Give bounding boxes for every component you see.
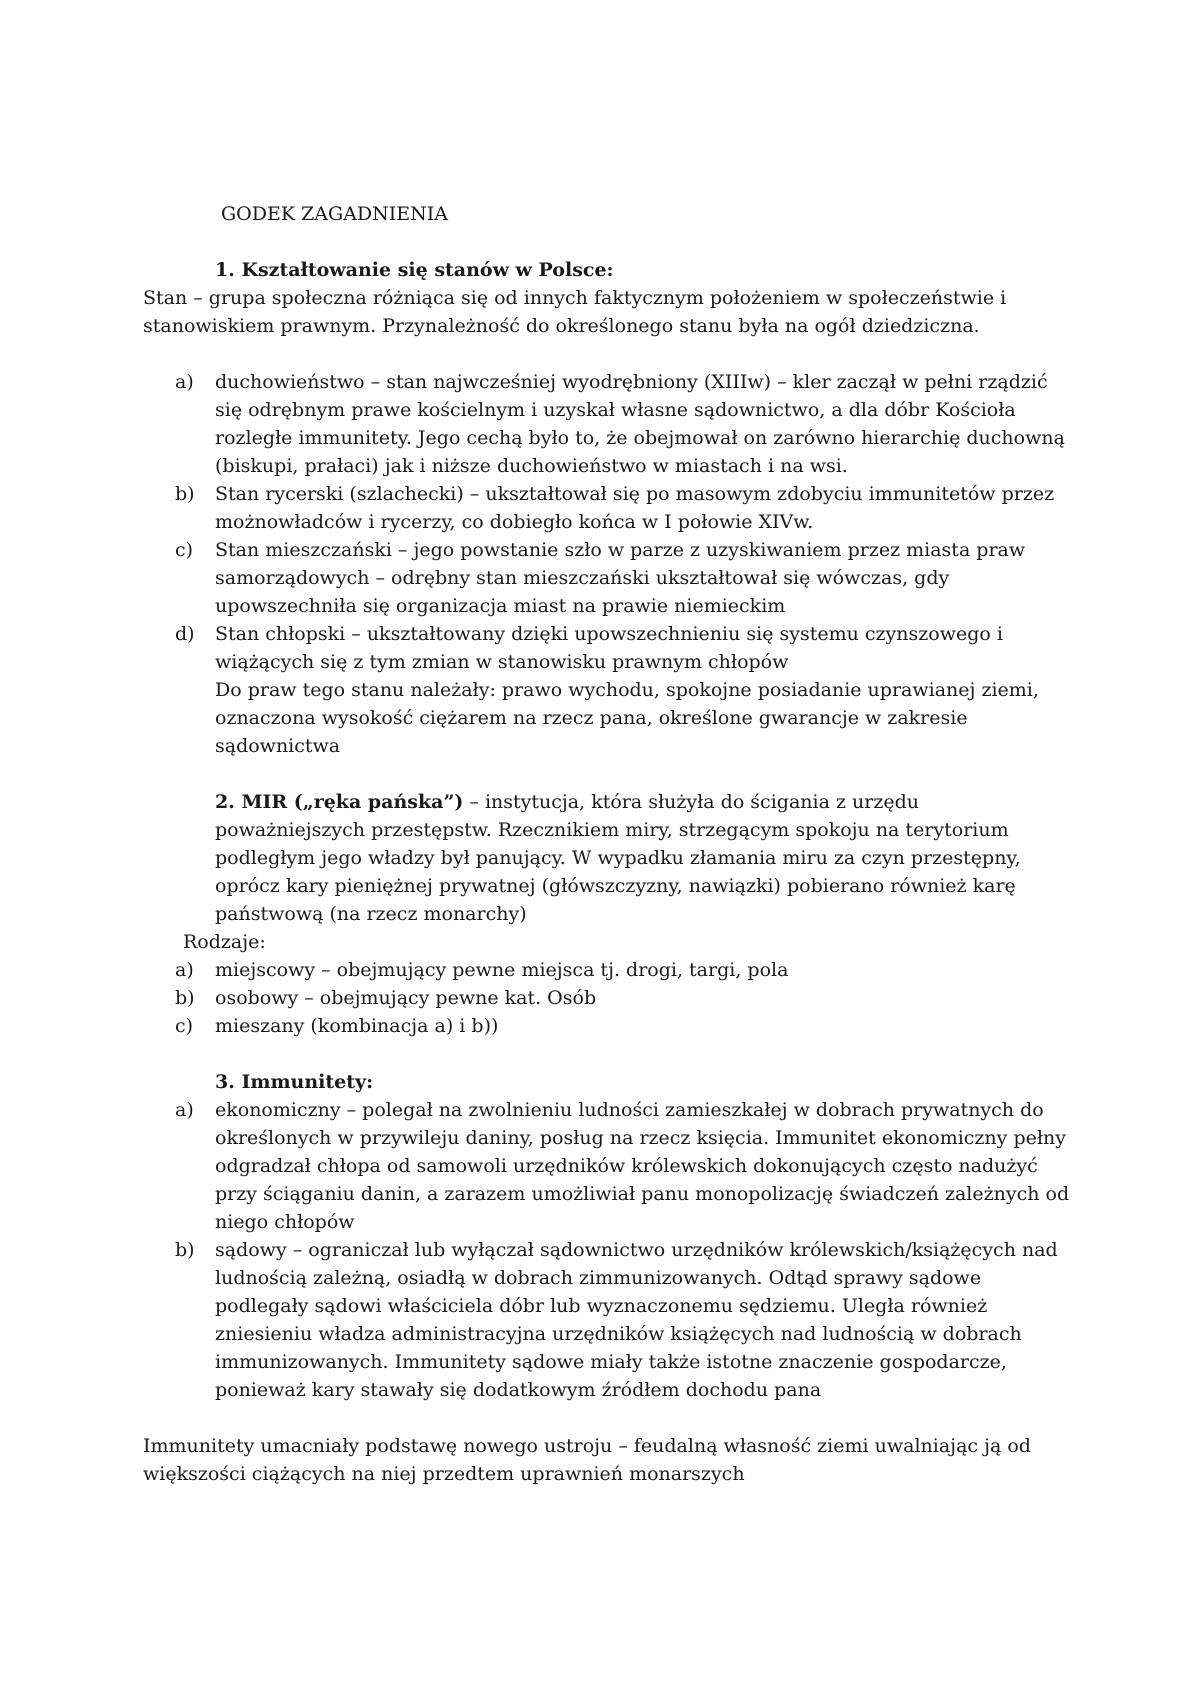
list-item xyxy=(175,620,1073,760)
list-marker: b) xyxy=(175,1239,195,1261)
list-item-text: mieszany (kombinacja a) i b)) xyxy=(215,1015,499,1037)
list-marker: a) xyxy=(175,1099,194,1121)
list-item-text: Stan mieszczański – jego powstanie szło w parze z uzyskiwaniem przez miasta praw samorządowych – odrębny stan mieszczański ukształtował się wówczas, gdy upowszechniła się organizacja miast na prawie niemieckim xyxy=(215,539,1026,617)
section-3-list xyxy=(143,1096,1073,1404)
list-item xyxy=(175,1012,1073,1040)
list-item-extra: Do praw tego stanu należały: prawo wychodu, spokojne posiadanie uprawianej ziemi, oznaczona wysokość ciężarem na rzecz pana, określone gwarancje w zakresie sądownictwa xyxy=(215,679,1039,757)
list-item xyxy=(175,1096,1073,1236)
list-item-text: sądowy – ograniczał lub wyłączał sądownictwo urzędników królewskich/książęcych nad ludnością zależną, osiadłą w dobrach zimmunizowanych. Odtąd sprawy sądowe podlegały sądowi właściciela dóbr lub wyznaczonemu sędziemu. Uległa również zniesieniu władza administracyjna urzędników książęcych nad ludnością w dobrach immunizowanych. Immunitety sądowe miały także istotne znaczenie gospodarcze, ponieważ kary stawały się dodatkowym źródłem dochodu pana xyxy=(215,1239,1058,1401)
list-marker: c) xyxy=(175,539,194,561)
list-marker: b) xyxy=(175,987,195,1009)
section-2-body: – instytucja, która służyła do ścigania z urzędu poważniejszych przestępstw. Rzecznikiem miry, strzegącym spokoju na terytorium podległym jego władzy był panujący. W wypadku złamania miru za czyn przestępny, oprócz kary pieniężnej prywatnej (główszczyzny, nawiązki) pobierano również karę państwową (na rzecz monarchy) xyxy=(215,791,1021,925)
section-2-paragraph xyxy=(143,788,1073,928)
list-item-text: Stan rycerski (szlachecki) – ukształtował się po masowym zdobyciu immunitetów przez możnowładców i rycerzy, co dobiegło końca w I połowie XIVw. xyxy=(215,483,1055,533)
section-1-list xyxy=(143,368,1073,760)
section-1-intro: Stan – grupa społeczna różniąca się od innych faktycznym położeniem w społeczeństwie i stanowiskiem prawnym. Przynależność do określonego stanu była na ogół dziedziczna. xyxy=(143,287,1007,337)
list-item-text: miejscowy – obejmujący pewne miejsca tj. drogi, targi, pola xyxy=(215,959,789,981)
list-item-text: ekonomiczny – polegał na zwolnieniu ludności zamieszkałej w dobrach prywatnych do określonych w przywileju daniny, posług na rzecz księcia. Immunitet ekonomiczny pełny odgradzał chłopa od samowoli urzędników królewskich dokonujących często nadużyć przy ściąganiu danin, a zarazem umożliwiał panu monopolizację świadczeń zależnych od niego chłopów xyxy=(215,1099,1070,1233)
list-item xyxy=(175,956,1073,984)
section-3-heading: 3. Immunitety: xyxy=(215,1071,374,1093)
list-marker: a) xyxy=(175,959,194,981)
section-1-heading: 1. Kształtowanie się stanów w Polsce: xyxy=(215,259,614,281)
list-marker: a) xyxy=(175,371,194,393)
document-content xyxy=(143,200,1073,1488)
list-marker: b) xyxy=(175,483,195,505)
list-item-text: Stan chłopski – ukształtowany dzięki upowszechnieniu się systemu czynszowego i wiążących się z tym zmian w stanowisku prawnym chłopów xyxy=(215,623,1003,673)
section-2-heading: 2. MIR („ręka pańska”) xyxy=(215,791,464,813)
list-item xyxy=(175,1236,1073,1404)
section-2-kinds-label: Rodzaje: xyxy=(183,931,266,953)
section-2-list xyxy=(143,956,1073,1040)
list-item-text: duchowieństwo – stan najwcześniej wyodrębniony (XIIIw) – kler zaczął w pełni rządzić się odrębnym prawe kościelnym i uzyskał własne sądownictwo, a dla dóbr Kościoła rozległe immunitety. Jego cechą było to, że obejmował on zarówno hierarchię duchowną (biskupi, prałaci) jak i niższe duchowieństwo w miastach i na wsi. xyxy=(215,371,1065,477)
list-item xyxy=(175,480,1073,536)
list-marker: c) xyxy=(175,1015,194,1037)
list-item-text: osobowy – obejmujący pewne kat. Osób xyxy=(215,987,597,1009)
list-item xyxy=(175,984,1073,1012)
list-item xyxy=(175,368,1073,480)
document-title: GODEK ZAGADNIENIA xyxy=(221,203,448,225)
list-item xyxy=(175,536,1073,620)
conclusion-paragraph: Immunitety umacniały podstawę nowego ustroju – feudalną własność ziemi uwalniając ją od większości ciążących na niej przedtem uprawnień monarszych xyxy=(143,1435,1031,1485)
list-marker: d) xyxy=(175,623,195,645)
